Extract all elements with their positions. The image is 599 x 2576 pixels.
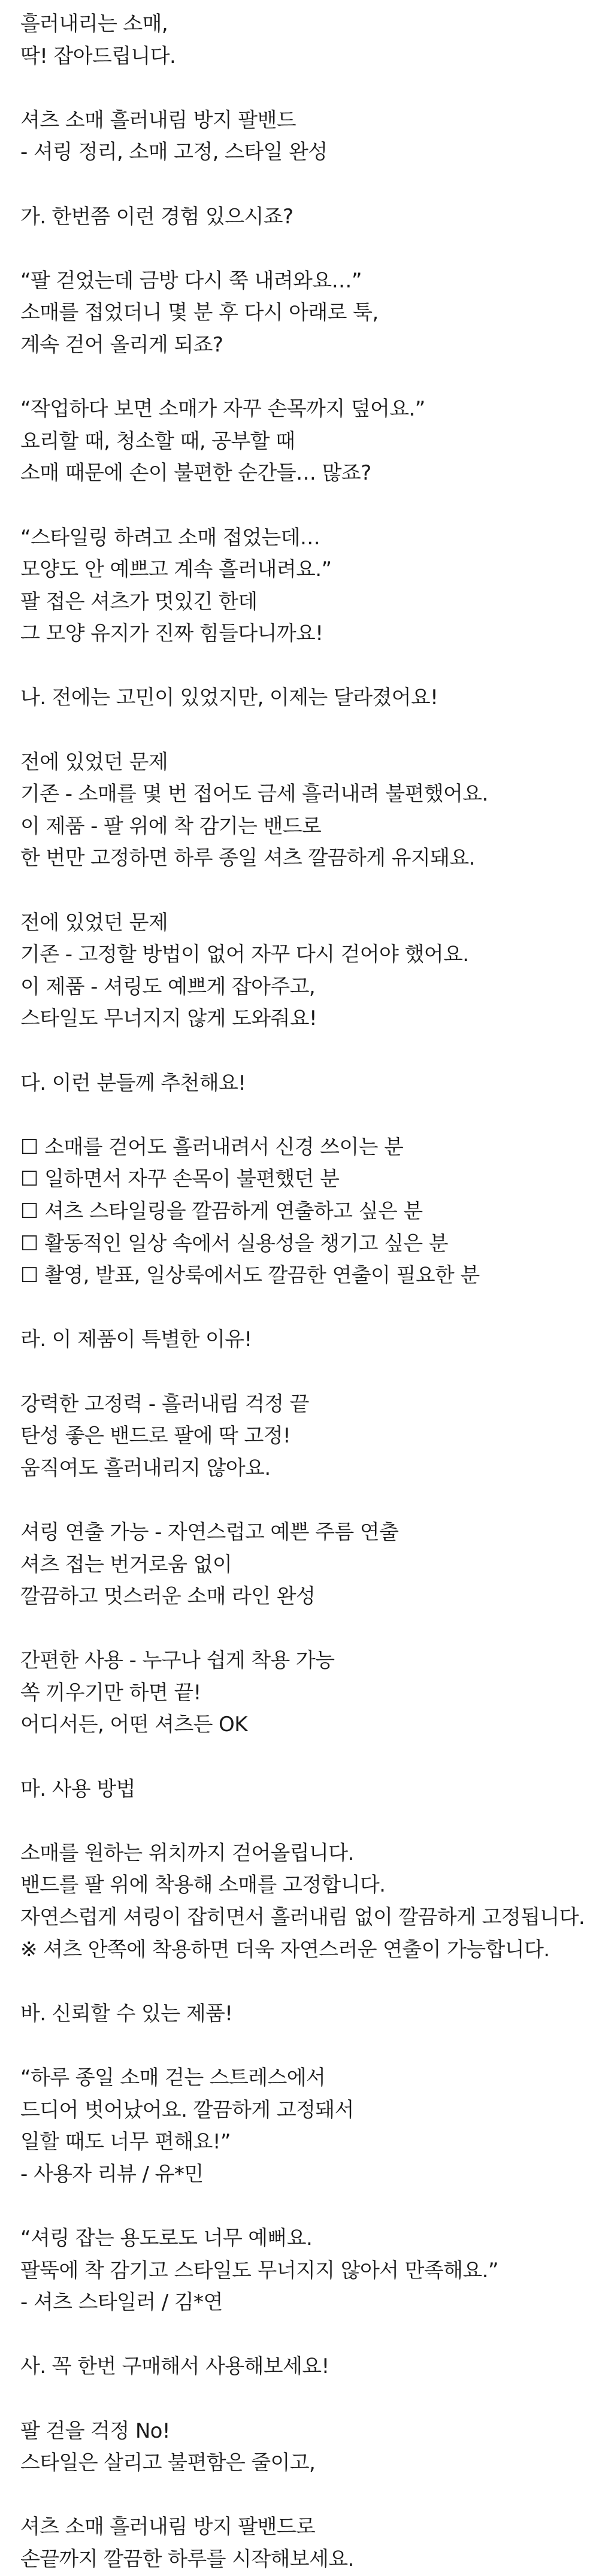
text-line: 이 제품 - 팔 위에 착 감기는 밴드로	[20, 814, 322, 838]
text-block	[20, 393, 599, 490]
text-block	[20, 1838, 599, 1966]
text-line: 전에 있었던 문제	[20, 910, 168, 935]
text-line: 요리할 때, 청소할 때, 공부할 때	[20, 429, 295, 453]
text-line: 셔츠 접는 번거로움 없이	[20, 1552, 232, 1577]
text-line: 탄성 좋은 밴드로 팔에 딱 고정!	[20, 1424, 291, 1448]
text-line: 밴드를 팔 위에 착용해 소매를 고정합니다.	[20, 1873, 386, 1898]
text-block	[20, 522, 599, 650]
text-line: 그 모양 유지가 진짜 힘들다니까요!	[20, 622, 323, 646]
text-line: 쏙 끼우기만 하면 끝!	[20, 1680, 201, 1705]
text-line: 셔츠 소매 흘러내림 방지 팔밴드로	[20, 2515, 316, 2539]
text-line: 기존 - 소매를 몇 번 접어도 금세 흘러내려 불편했어요.	[20, 782, 488, 807]
text-line: 손끝까지 깔끔한 하루를 시작해보세요.	[20, 2547, 354, 2571]
text-line: 움직여도 흘러내리지 않아요.	[20, 1456, 271, 1480]
text-block	[20, 907, 599, 1035]
text-line: 계속 걷어 올리게 되죠?	[20, 332, 223, 357]
text-line: ☐ 일하면서 자꾸 손목이 불편했던 분	[20, 1167, 340, 1192]
text-line: “팔 걷었는데 금방 다시 쭉 내려와요…”	[20, 268, 362, 293]
text-line: 다. 이런 분들께 추천해요!	[20, 1071, 246, 1095]
text-line: ※ 셔츠 안쪽에 착용하면 더욱 자연스러운 연출이 가능합니다.	[20, 1937, 550, 1962]
text-block	[20, 2416, 599, 2480]
text-line: 한 번만 고정하면 하루 종일 셔츠 깔끔하게 유지돼요.	[20, 846, 475, 871]
text-block	[20, 1389, 599, 1485]
text-line: 일할 때도 너무 편해요!”	[20, 2130, 231, 2154]
text-line: 깔끔하고 멋스러운 소매 라인 완성	[20, 1584, 316, 1609]
text-line: 마. 사용 방법	[20, 1777, 135, 1801]
text-line: 스타일도 무너지지 않게 도와줘요!	[20, 1007, 317, 1031]
text-line: 팔 걷을 걱정 No!	[20, 2419, 170, 2443]
text-block	[20, 8, 599, 72]
text-block	[20, 682, 599, 714]
text-line: 자연스럽게 셔링이 잡히면서 흘러내림 없이 깔끔하게 고정됩니다.	[20, 1905, 585, 1930]
text-line: - 셔츠 스타일러 / 김*연	[20, 2290, 223, 2315]
text-line: 셔츠 소매 흘러내림 방지 팔밴드	[20, 108, 297, 132]
text-block	[20, 1998, 599, 2031]
text-line: 팔 접은 셔츠가 멋있긴 한데	[20, 589, 258, 614]
text-line: 전에 있었던 문제	[20, 750, 168, 774]
text-line: 흘러내리는 소매,	[20, 12, 168, 36]
text-line: 기존 - 고정할 방법이 없어 자꾸 다시 걷어야 했어요.	[20, 942, 469, 967]
text-line: - 사용자 리뷰 / 유*민	[20, 2162, 204, 2186]
text-block	[20, 201, 599, 234]
text-block	[20, 2062, 599, 2190]
text-block	[20, 105, 599, 169]
text-block	[20, 1645, 599, 1741]
text-block	[20, 1324, 599, 1356]
text-line: ☐ 활동적인 일상 속에서 실용성을 챙기고 싶은 분	[20, 1231, 448, 1256]
text-block	[20, 265, 599, 362]
text-line: 간편한 사용 - 누구나 쉽게 착용 가능	[20, 1648, 335, 1673]
text-line: 이 제품 - 셔링도 예쁘게 잡아주고,	[20, 974, 316, 999]
text-block	[20, 1132, 599, 1292]
text-line: “스타일링 하려고 소매 접었는데…	[20, 525, 320, 550]
text-line: 딱! 잡아드립니다.	[20, 44, 176, 68]
text-line: 소매를 원하는 위치까지 걷어올립니다.	[20, 1841, 354, 1865]
text-line: “셔링 잡는 용도로도 너무 예뻐요.	[20, 2226, 313, 2250]
text-line: 소매 때문에 손이 불편한 순간들… 많죠?	[20, 461, 371, 486]
text-line: 사. 꼭 한번 구매해서 사용해보세요!	[20, 2354, 329, 2379]
text-line: 모양도 안 예쁘고 계속 흘러내려요.”	[20, 557, 332, 582]
text-line: 셔링 연출 가능 - 자연스럽고 예쁜 주름 연출	[20, 1520, 399, 1544]
text-line: 어디서든, 어떤 셔츠든 OK	[20, 1713, 247, 1737]
text-block	[20, 2351, 599, 2383]
text-line: 팔뚝에 착 감기고 스타일도 무너지지 않아서 만족해요.”	[20, 2258, 498, 2283]
text-line: 나. 전에는 고민이 있었지만, 이제는 달라졌어요!	[20, 686, 438, 710]
text-block	[20, 2511, 599, 2575]
text-line: 강력한 고정력 - 흘러내림 걱정 끝	[20, 1392, 309, 1416]
text-line: - 셔링 정리, 소매 고정, 스타일 완성	[20, 140, 328, 165]
text-line: “하루 종일 소매 걷는 스트레스에서	[20, 2066, 326, 2090]
text-block	[20, 1774, 599, 1806]
text-line: ☐ 셔츠 스타일링을 깔끔하게 연출하고 싶은 분	[20, 1199, 423, 1223]
text-block	[20, 2223, 599, 2319]
text-line: 소매를 접었더니 몇 분 후 다시 아래로 툭,	[20, 301, 379, 325]
text-line: 라. 이 제품이 특별한 이유!	[20, 1328, 252, 1352]
text-line: 가. 한번쯤 이런 경험 있으시죠?	[20, 204, 294, 229]
text-block	[20, 1068, 599, 1100]
text-line: 바. 신뢰할 수 있는 제품!	[20, 2001, 233, 2026]
text-line: ☐ 소매를 걷어도 흘러내려서 신경 쓰이는 분	[20, 1135, 404, 1159]
text-line: 드디어 벗어났어요. 깔끔하게 고정돼서	[20, 2098, 354, 2122]
text-block	[20, 747, 599, 875]
text-line: ☐ 촬영, 발표, 일상룩에서도 깔끔한 연출이 필요한 분	[20, 1263, 480, 1288]
text-line: 스타일은 살리고 불편함은 줄이고,	[20, 2451, 316, 2475]
text-block	[20, 1517, 599, 1613]
text-line: “작업하다 보면 소매가 자꾸 손목까지 덮어요.”	[20, 397, 425, 422]
